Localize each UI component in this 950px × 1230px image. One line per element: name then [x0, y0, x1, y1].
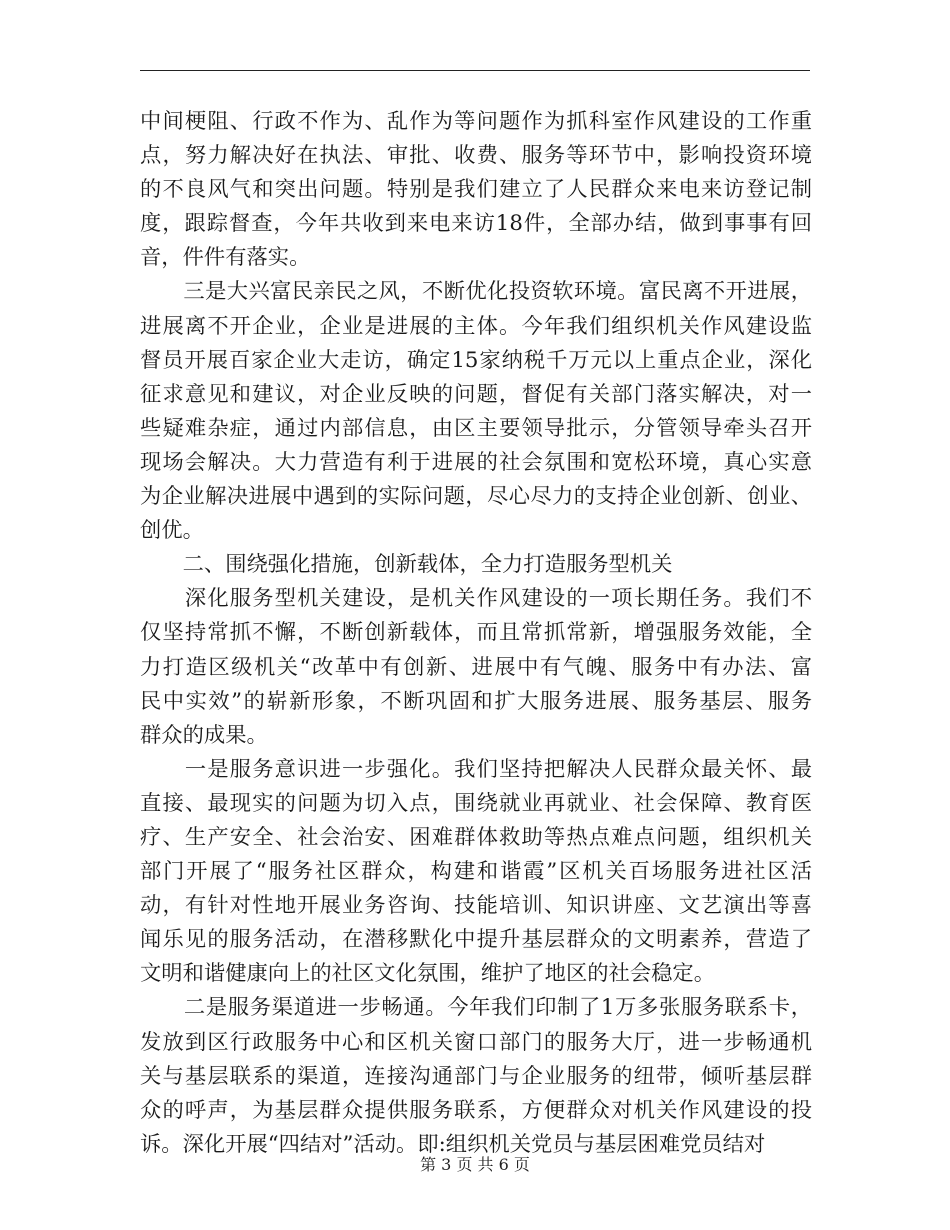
page-number: 第 3 页 共 6 页 [420, 1155, 530, 1174]
text-line: 民中实效”的崭新形象，不断巩固和扩大服务进展、服务基层、服务 [140, 688, 812, 714]
document-body [140, 105, 812, 1162]
text-line: 群众的成果。 [140, 722, 268, 748]
text-line: 现场会解决。大力营造有利于进展的社会氛围和宽松环境，真心实意 [140, 449, 812, 475]
text-line: 直接、最现实的问题为切入点，围绕就业再就业、社会保障、教育医 [140, 790, 812, 816]
paragraph [140, 275, 812, 548]
text-line: 三是大兴富民亲民之风，不断优化投资软环境。富民离不开进展， [140, 279, 812, 305]
text-line: 为企业解决进展中遇到的实际问题，尽心尽力的支持企业创新、创业、 [140, 484, 812, 510]
text-line: 进展离不开企业，企业是进展的主体。今年我们组织机关作风建设监 [140, 313, 812, 339]
header-rule [140, 70, 810, 71]
text-line: 仅坚持常抓不懈，不断创新载体，而且常抓常新，增强服务效能，全 [140, 620, 812, 646]
text-line: 度，跟踪督查，今年共收到来电来访18件，全部办结，做到事事有回 [140, 211, 812, 237]
text-line: 疗、生产安全、社会治安、困难群体救助等热点难点问题，组织机关 [140, 824, 812, 850]
paragraph [140, 582, 812, 752]
text-line: 督员开展百家企业大走访，确定15家纳税千万元以上重点企业，深化 [140, 347, 812, 373]
paragraph [140, 753, 812, 992]
paragraph [140, 105, 812, 275]
text-line: 的不良风气和突出问题。特别是我们建立了人民群众来电来访登记制 [140, 177, 812, 203]
text-line: 音，件件有落实。 [140, 245, 311, 271]
text-line: 闻乐见的服务活动，在潜移默化中提升基层群众的文明素养，营造了 [140, 927, 812, 953]
text-line: 征求意见和建议，对企业反映的问题，督促有关部门落实解决，对一 [140, 381, 812, 407]
text-line: 些疑难杂症，通过内部信息，由区主要领导批示，分管领导牵头召开 [140, 415, 812, 441]
text-line: 创优。 [140, 518, 204, 544]
text-line: 一是服务意识进一步强化。我们坚持把解决人民群众最关怀、最 [140, 756, 812, 782]
text-line: 二是服务渠道进一步畅通。今年我们印制了1万多张服务联系卡， [140, 995, 812, 1021]
paragraph [140, 548, 812, 582]
text-line: 深化服务型机关建设，是机关作风建设的一项长期任务。我们不 [140, 586, 812, 612]
text-line: 关与基层联系的渠道，连接沟通部门与企业服务的纽带，倾听基层群 [140, 1063, 812, 1089]
text-line: 发放到区行政服务中心和区机关窗口部门的服务大厅，进一步畅通机 [140, 1029, 812, 1055]
text-line: 诉。深化开展“四结对”活动。即:组织机关党员与基层困难党员结对 [140, 1131, 766, 1157]
text-line: 二、围绕强化措施，创新载体，全力打造服务型机关 [140, 552, 673, 578]
text-line: 中间梗阻、行政不作为、乱作为等问题作为抓科室作风建设的工作重 [140, 109, 812, 134]
paragraph [140, 991, 812, 1161]
text-line: 众的呼声，为基层群众提供服务联系，方便群众对机关作风建设的投 [140, 1097, 812, 1123]
text-line: 点，努力解决好在执法、审批、收费、服务等环节中，影响投资环境 [140, 143, 812, 169]
text-line: 部门开展了“服务社区群众，构建和谐霞”区机关百场服务进社区活 [140, 859, 812, 885]
text-line: 动，有针对性地开展业务咨询、技能培训、知识讲座、文艺演出等喜 [140, 893, 812, 919]
text-line: 力打造区级机关“改革中有创新、进展中有气魄、服务中有办法、富 [140, 654, 812, 680]
text-line: 文明和谐健康向上的社区文化氛围，维护了地区的社会稳定。 [140, 961, 716, 987]
